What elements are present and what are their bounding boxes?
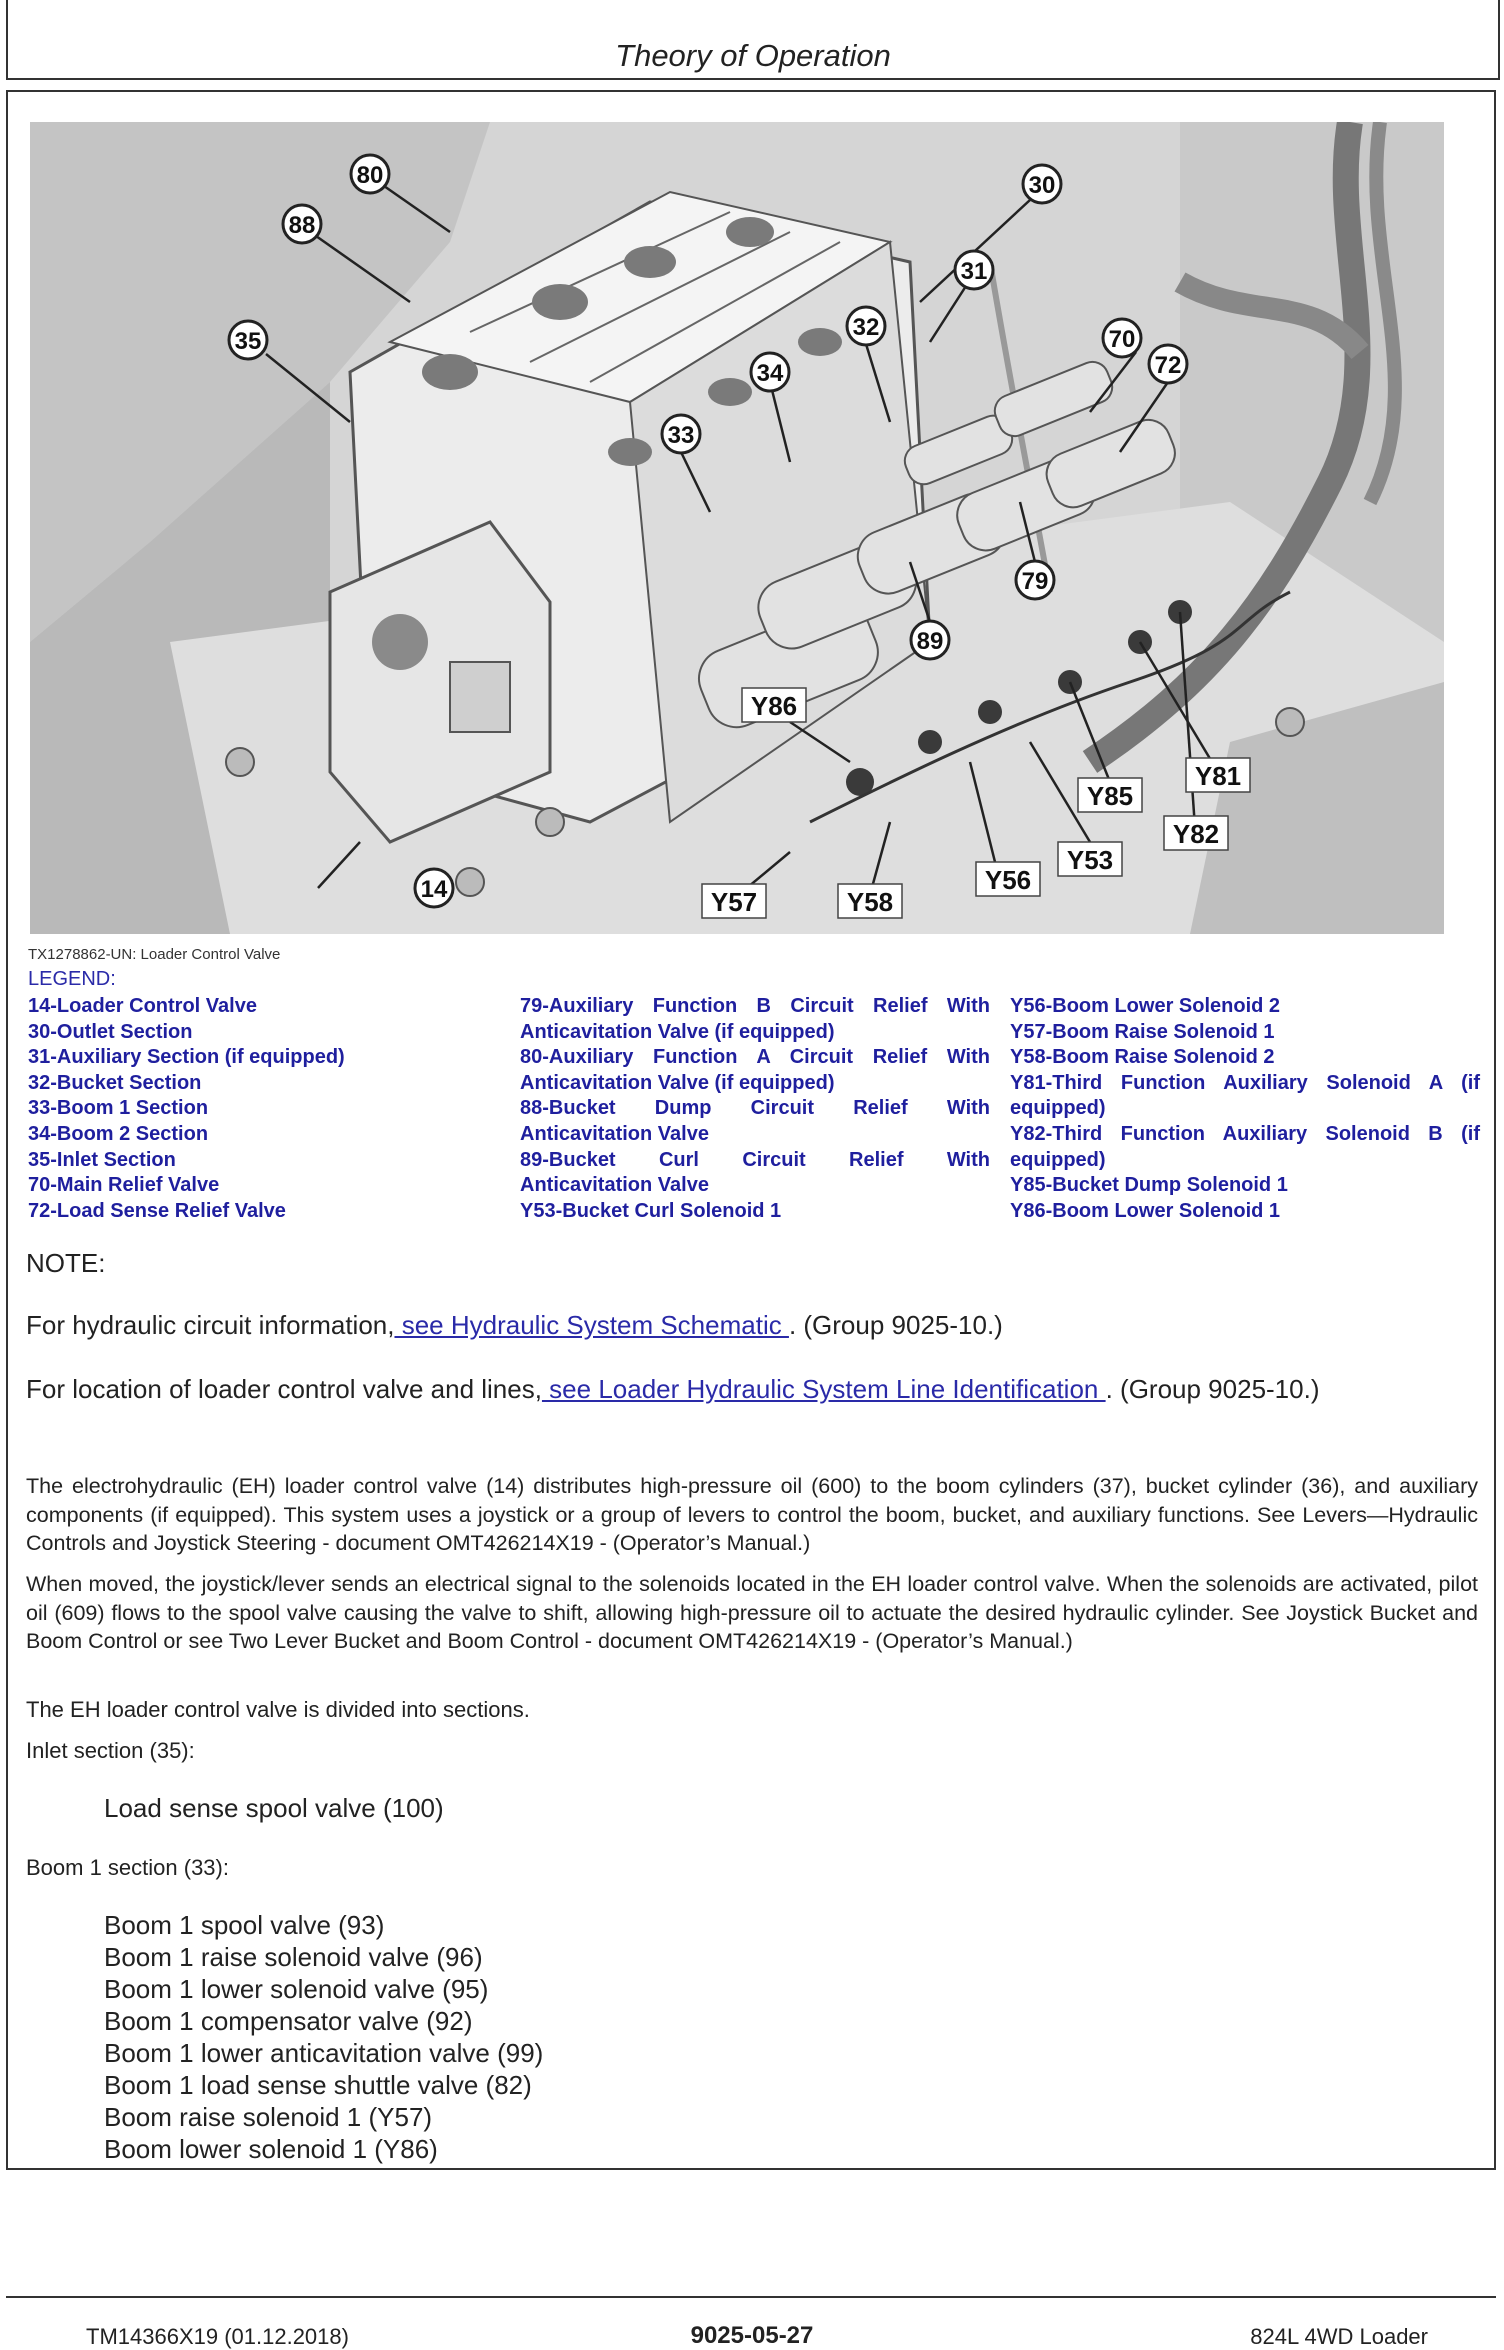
- boom1-item: Boom raise solenoid 1 (Y57): [104, 2102, 433, 2132]
- label-y56: [976, 862, 1040, 896]
- svg-text:Y82: Y82: [1172, 819, 1220, 849]
- legend-item: Y86-Boom Lower Solenoid 1: [1010, 1199, 1281, 1222]
- svg-text:70: 70: [1108, 326, 1136, 353]
- legend-item: 14-Loader Control Valve: [28, 995, 257, 1017]
- svg-text:79: 79: [1021, 568, 1049, 595]
- legend-column-3: [1010, 994, 1480, 1224]
- boom1-section-heading: Boom 1 section (33):: [26, 1855, 229, 1880]
- legend-item: Y82-Third Function Auxiliary Solenoid B (if: [1010, 1122, 1480, 1145]
- boom1-item: Boom 1 compensator valve (92): [104, 2006, 473, 2036]
- legend-item: equipped): [1010, 1097, 1106, 1120]
- valve-illustration: [30, 122, 1444, 934]
- callout-30: [1023, 165, 1061, 203]
- legend-item: Y85-Bucket Dump Solenoid 1: [1010, 1174, 1288, 1197]
- label-y86: [742, 688, 806, 722]
- callout-88: [283, 205, 321, 243]
- legend-item: 31-Auxiliary Section (if equipped): [28, 1046, 345, 1069]
- callout-34: [751, 353, 789, 391]
- boom1-item: Boom 1 load sense shuttle valve (82): [104, 2070, 532, 2100]
- callout-32: [847, 307, 885, 345]
- callout-33: [662, 415, 700, 453]
- inlet-item: Load sense spool valve (100): [104, 1793, 444, 1823]
- label-y57: [702, 884, 766, 918]
- paragraph-sections: The EH loader control valve is divided into sections.: [26, 1697, 530, 1722]
- legend-item: 88-Bucket Dump Circuit Relief With: [520, 1097, 990, 1120]
- svg-text:Y57: Y57: [710, 887, 758, 917]
- page-header: [6, 0, 1500, 80]
- svg-text:Y53: Y53: [1066, 845, 1114, 875]
- footer-page-number: 9025-05-27: [690, 2322, 814, 2349]
- legend-item: 30-Outlet Section: [28, 1020, 193, 1043]
- legend-item: 33-Boom 1 Section: [28, 1097, 209, 1120]
- note-line-line-identification: [26, 1374, 1319, 1405]
- legend-item: 80-Auxiliary Function A Circuit Relief With: [520, 1046, 990, 1069]
- svg-text:32: 32: [852, 314, 880, 341]
- footer-model: 824L 4WD Loader: [1250, 2324, 1428, 2349]
- paragraph-operation: When moved, the joystick/lever sends an electrical signal to the solenoids located in the EH loader control valve. When the solenoids are activated, pilot oil (609) flows to the spool valve causing the valve to shift, allowing high-pressure oil to actuate the desired hydraulic cylinder. See Joystick Bucket and Boom Control or see Two Lever Bucket and Boom Control - document OMT426214X19 - (Operator’s Manual.): [26, 1572, 1478, 1653]
- boom1-item: Boom 1 raise solenoid valve (96): [104, 1942, 483, 1972]
- line-identification-link[interactable]: see Loader Hydraulic System Line Identification: [541, 1374, 1106, 1404]
- legend-column-2: [520, 994, 990, 1224]
- note-text: . (Group 9025-10.): [1105, 1374, 1320, 1404]
- label-y82: [1164, 816, 1228, 850]
- legend-item: Y57-Boom Raise Solenoid 1: [1010, 1020, 1275, 1043]
- note-text: For location of loader control valve and lines,: [26, 1374, 542, 1404]
- loader-control-valve-figure: [30, 122, 1444, 934]
- boom1-item: Boom 1 lower solenoid valve (95): [104, 1974, 489, 2004]
- legend-item: Y56-Boom Lower Solenoid 2: [1010, 995, 1281, 1017]
- legend-item: 35-Inlet Section: [28, 1148, 176, 1171]
- svg-text:Y58: Y58: [846, 887, 894, 917]
- legend-item: Anticavitation Valve: [520, 1122, 709, 1145]
- svg-text:14: 14: [420, 876, 448, 903]
- label-y85: [1078, 778, 1142, 812]
- svg-text:80: 80: [356, 162, 384, 189]
- note-label: NOTE:: [26, 1248, 106, 1278]
- note-line-hydraulic-schematic: [26, 1310, 1003, 1341]
- callout-79: [1016, 561, 1054, 599]
- svg-text:34: 34: [756, 360, 784, 387]
- legend-item: Anticavitation Valve (if equipped): [520, 1071, 835, 1094]
- legend-item: Anticavitation Valve: [520, 1174, 709, 1197]
- figure-caption: TX1278862-UN: Loader Control Valve: [28, 946, 281, 963]
- legend-item: 70-Main Relief Valve: [28, 1174, 220, 1197]
- svg-text:Y86: Y86: [750, 691, 798, 721]
- inlet-section-heading: Inlet section (35):: [26, 1738, 195, 1763]
- label-y81: [1186, 758, 1250, 792]
- legend-item: Y81-Third Function Auxiliary Solenoid A (if: [1010, 1071, 1480, 1094]
- svg-text:88: 88: [288, 212, 316, 239]
- legend-item: Y53-Bucket Curl Solenoid 1: [520, 1199, 782, 1222]
- svg-text:30: 30: [1028, 172, 1056, 199]
- legend-title: LEGEND:: [28, 968, 116, 990]
- svg-text:Y81: Y81: [1194, 761, 1242, 791]
- boom1-item: Boom lower solenoid 1 (Y86): [104, 2134, 438, 2164]
- callout-72: [1149, 345, 1187, 383]
- svg-text:31: 31: [960, 258, 988, 285]
- svg-text:35: 35: [234, 328, 262, 355]
- label-y53: [1058, 842, 1122, 876]
- legend-item: Anticavitation Valve (if equipped): [520, 1020, 835, 1043]
- callout-70: [1103, 319, 1141, 357]
- note-text: For hydraulic circuit information,: [26, 1310, 395, 1340]
- callout-80: [351, 155, 389, 193]
- legend-item: 72-Load Sense Relief Valve: [28, 1199, 286, 1222]
- callout-35: [229, 321, 267, 359]
- callout-14: [415, 869, 453, 907]
- boom1-item: Boom 1 spool valve (93): [104, 1910, 385, 1940]
- footer-document-id: TM14366X19 (01.12.2018): [86, 2324, 349, 2349]
- hydraulic-schematic-link[interactable]: see Hydraulic System Schematic: [394, 1310, 789, 1340]
- callout-31: [955, 251, 993, 289]
- svg-text:33: 33: [667, 422, 695, 449]
- legend-item: equipped): [1010, 1148, 1106, 1171]
- svg-text:72: 72: [1154, 352, 1182, 379]
- label-y58: [838, 884, 902, 918]
- paragraph-overview: The electrohydraulic (EH) loader control valve (14) distributes high-pressure oil (600) to the boom cylinders (37), bucket cylinder (36), and auxiliary components (if equipped). This system uses a joystick or a group of levers to control the boom, bucket, and auxiliary functions. See Levers—Hydraulic Controls and Joystick Steering - document OMT426214X19 - (Operator’s Manual.): [26, 1474, 1478, 1555]
- svg-text:Y56: Y56: [984, 865, 1032, 895]
- legend-item: 34-Boom 2 Section: [28, 1122, 209, 1145]
- callout-89: [911, 621, 949, 659]
- footer-divider: [6, 2296, 1496, 2298]
- legend-item: 32-Bucket Section: [28, 1071, 202, 1094]
- legend-column-1: [28, 994, 488, 1224]
- note-text: . (Group 9025-10.): [788, 1310, 1003, 1340]
- page-title: Theory of Operation: [615, 38, 891, 73]
- boom1-item: Boom 1 lower anticavitation valve (99): [104, 2038, 544, 2068]
- legend-item: 89-Bucket Curl Circuit Relief With: [520, 1148, 990, 1171]
- svg-text:89: 89: [916, 628, 944, 655]
- svg-text:Y85: Y85: [1086, 781, 1134, 811]
- legend-item: 79-Auxiliary Function B Circuit Relief With: [520, 995, 990, 1017]
- legend-item: Y58-Boom Raise Solenoid 2: [1010, 1046, 1275, 1069]
